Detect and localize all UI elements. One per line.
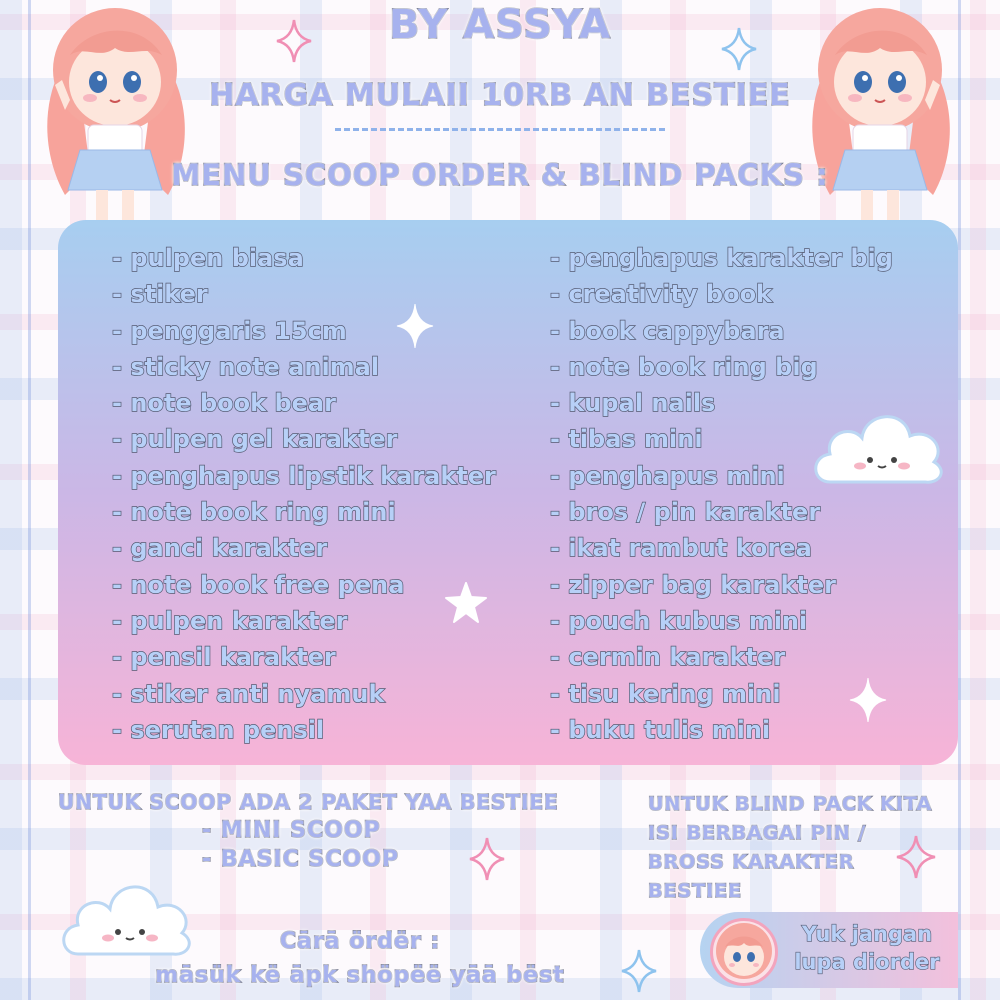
sparkle-icon xyxy=(468,836,506,882)
scoop-title: UNTUK SCOOP ADA 2 PAKET YAA BESTIEE xyxy=(58,790,559,814)
list-item: - note book free pena xyxy=(112,570,405,599)
badge-text xyxy=(782,920,952,976)
blind-pack-line: BROSS KARAKTER xyxy=(648,851,855,873)
list-item: - kupal nails xyxy=(550,389,716,418)
order-instructions xyxy=(0,925,720,993)
list-item: - pensil karakter xyxy=(112,643,336,672)
avatar xyxy=(710,918,778,986)
blind-pack-line: ISI BERBAGAI PIN / xyxy=(648,822,867,844)
list-item: - creativity book xyxy=(550,280,773,309)
list-item: - ganci karakter xyxy=(112,534,328,563)
list-item: - zipper bag karakter xyxy=(550,570,836,599)
list-item: - stiker anti nyamuk xyxy=(112,679,385,708)
list-item: - ikat rambut korea xyxy=(550,534,812,563)
list-item: - pulpen biasa xyxy=(112,244,304,272)
order-line: māsük kë āpk shöpëë yāā bëst xyxy=(155,963,565,988)
blind-pack-line: BESTIEE xyxy=(648,880,743,902)
page-title: BY ASSYA xyxy=(388,2,612,48)
list-item: - pulpen karakter xyxy=(112,606,348,635)
star-icon xyxy=(443,580,489,626)
menu-list-left xyxy=(112,240,496,748)
list-item: - note book ring big xyxy=(550,352,818,381)
list-item: - note book ring mini xyxy=(112,498,396,527)
list-item: - tibas mini xyxy=(550,425,703,454)
price-subtitle: HARGA MULAII 10RB AN BESTIEE xyxy=(209,78,791,113)
scoop-package-mini: - MINI SCOOP xyxy=(202,818,381,843)
list-item: - penghapus mini xyxy=(550,461,785,490)
list-item: - penghapus lipstik karakter xyxy=(112,461,496,490)
blind-pack-line: UNTUK BLIND PACK KITA xyxy=(648,793,933,815)
menu-heading: MENU SCOOP ORDER & BLIND PACKS : xyxy=(171,158,829,192)
badge-line: lupa diorder xyxy=(794,950,940,974)
list-item: - note book bear xyxy=(112,389,336,418)
list-item: - pulpen gel karakter xyxy=(112,425,398,454)
sparkle-icon xyxy=(395,302,435,350)
sparkle-icon xyxy=(275,18,313,64)
list-item: - stiker xyxy=(112,280,208,309)
menu-list-right xyxy=(550,240,893,748)
badge-line: Yuk jangan xyxy=(801,922,933,946)
list-item: - pouch kubus mini xyxy=(550,606,808,635)
sparkle-icon xyxy=(848,676,888,724)
order-reminder-badge xyxy=(700,912,958,988)
list-item: - penggaris 15cm xyxy=(112,316,347,345)
sparkle-icon xyxy=(720,26,758,72)
dashed-divider xyxy=(335,128,665,131)
cloud-icon xyxy=(810,402,948,490)
list-item: - bros / pin karakter xyxy=(550,498,821,527)
chibi-girl-avatar-illustration xyxy=(713,921,775,983)
list-item: - cermin karakter xyxy=(550,643,786,672)
order-title: Cārā ördër : xyxy=(279,929,441,954)
list-item: - tisu kering mini xyxy=(550,679,781,708)
list-item: - penghapus karakter big xyxy=(550,244,893,272)
list-item: - sticky note animal xyxy=(112,352,380,381)
list-item: - book cappybara xyxy=(550,316,785,345)
list-item: - buku tulis mini xyxy=(550,715,771,744)
sparkle-icon xyxy=(895,834,937,880)
list-item: - serutan pensil xyxy=(112,715,325,744)
scoop-package-basic: - BASIC SCOOP xyxy=(202,847,399,872)
